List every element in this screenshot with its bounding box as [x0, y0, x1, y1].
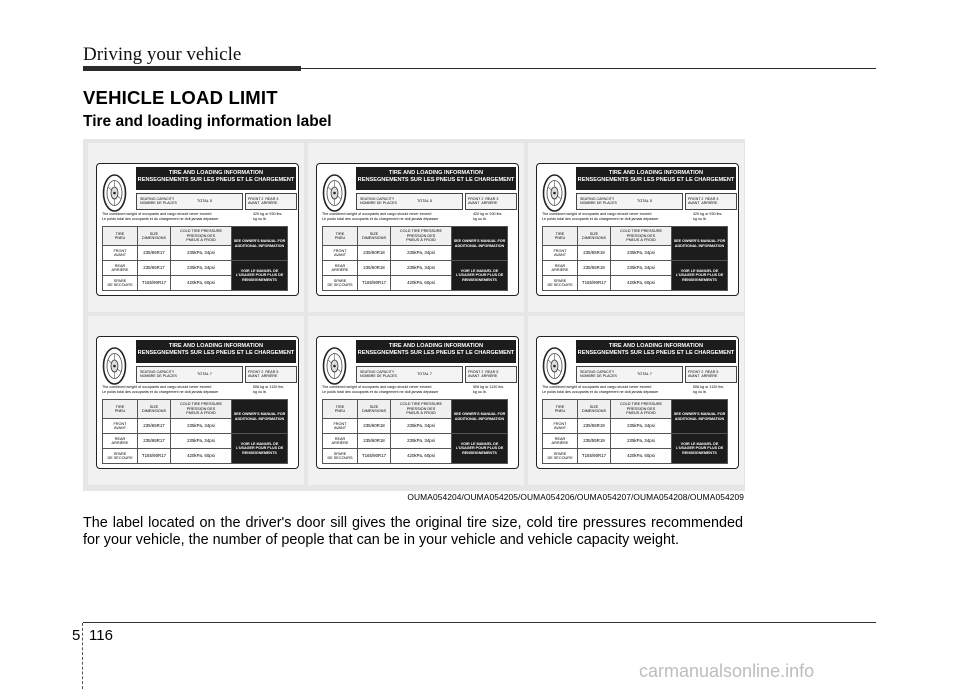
wheel-icon — [542, 173, 567, 213]
tire-loading-label — [316, 163, 519, 296]
figure-code: OUMA054204/OUMA054205/OUMA054206/OUMA054207/OUMA054208/OUMA054209 — [407, 492, 744, 502]
wheel-icon — [102, 346, 127, 386]
weight-limit-text: The combined weight of occupants and cargo should never exceed Le poids total des occupants et du chargement ne doit jamais dépasser — [322, 212, 439, 221]
header-rule-thin — [301, 68, 876, 69]
seat-distribution: FRONT 2 REAR 3 AVANT ARRIÈRE — [685, 193, 737, 210]
tire-loading-label — [316, 336, 519, 469]
seating-capacity: SEATING CAPACITY NOMBRE DE PLACES TOTAL 5 — [136, 193, 243, 210]
weight-limit-text: The combined weight of occupants and cargo should never exceed Le poids total des occupants et du chargement ne doit jamais dépasser — [542, 212, 659, 221]
tire-loading-label — [96, 336, 299, 469]
page-number: 116 — [89, 627, 113, 644]
running-title: Driving your vehicle — [83, 44, 242, 65]
seat-distribution: FRONT 2 REAR 3 AVANT ARRIÈRE — [465, 193, 517, 210]
tire-pressure-table: TIRE PNEU SIZE DIMENSIONS COLD TIRE PRESSURE PRESSION DES PNEUS À FROID SEE OWNER'S MANUAL FOR ADDITIONAL INFORMATION FRONT AVANT 235/65R17 235kPa, 34psi REAR ARRIÈRE 235/65R17 235kPa, 34psi VOIR LE MANUEL DE L'USAGER POUR PLUS DE RENSEIGNEMENTS SPARE DE SECOURS T165/90R17 420kPa, 60psi — [102, 226, 288, 291]
tire-pressure-table: TIRE PNEU SIZE DIMENSIONS COLD TIRE PRESSURE PRESSION DES PNEUS À FROID SEE OWNER'S MANUAL FOR ADDITIONAL INFORMATION FRONT AVANT 235/55R19 235kPa, 34psi REAR ARRIÈRE 235/55R19 235kPa, 34psi VOIR LE MANUEL DE L'USAGER POUR PLUS DE RENSEIGNEMENTS SPARE DE SECOURS T165/90R17 420kPa, 60psi — [542, 399, 728, 464]
tire-pressure-table: TIRE PNEU SIZE DIMENSIONS COLD TIRE PRESSURE PRESSION DES PNEUS À FROID SEE OWNER'S MANUAL FOR ADDITIONAL INFORMATION FRONT AVANT 235/60R18 235kPa, 34psi REAR ARRIÈRE 235/60R18 235kPa, 34psi VOIR LE MANUEL DE L'USAGER POUR PLUS DE RENSEIGNEMENTS SPARE DE SECOURS T165/90R17 420kPa, 60psi — [322, 399, 508, 464]
tire-label-panel — [88, 316, 304, 485]
tire-label-panel — [88, 143, 304, 312]
seating-capacity: SEATING CAPACITY NOMBRE DE PLACES TOTAL 7 — [136, 366, 243, 383]
tire-loading-label — [96, 163, 299, 296]
tire-loading-label — [536, 336, 739, 469]
section-title: VEHICLE LOAD LIMIT — [83, 87, 278, 108]
label-title: TIRE AND LOADING INFORMATION RENSEGNEMENTS SUR LES PNEUS ET LE CHARGEMENT — [356, 167, 516, 190]
watermark: carmanualsonline.info — [639, 661, 815, 681]
seat-distribution: FRONT 2 REAR 5 AVANT ARRIÈRE — [245, 366, 297, 383]
seating-capacity: SEATING CAPACITY NOMBRE DE PLACES TOTAL 5 — [356, 193, 463, 210]
subsection-title: Tire and loading information label — [83, 113, 332, 130]
tire-pressure-table: TIRE PNEU SIZE DIMENSIONS COLD TIRE PRESSURE PRESSION DES PNEUS À FROID SEE OWNER'S MANUAL FOR ADDITIONAL INFORMATION FRONT AVANT 235/65R17 235kPa, 34psi REAR ARRIÈRE 235/65R17 235kPa, 34psi VOIR LE MANUEL DE L'USAGER POUR PLUS DE RENSEIGNEMENTS SPARE DE SECOURS T165/90R17 420kPa, 60psi — [102, 399, 288, 464]
tire-pressure-table: TIRE PNEU SIZE DIMENSIONS COLD TIRE PRESSURE PRESSION DES PNEUS À FROID SEE OWNER'S MANUAL FOR ADDITIONAL INFORMATION FRONT AVANT 235/55R19 235kPa, 34psi REAR ARRIÈRE 235/55R19 235kPa, 34psi VOIR LE MANUEL DE L'USAGER POUR PLUS DE RENSEIGNEMENTS SPARE DE SECOURS T165/90R17 420kPa, 60psi — [542, 226, 728, 291]
wheel-icon — [542, 346, 567, 386]
label-title: TIRE AND LOADING INFORMATION RENSEGNEMENTS SUR LES PNEUS ET LE CHARGEMENT — [136, 340, 296, 363]
footer-rule — [83, 622, 876, 623]
weight-limit-values: 420 kg or 930 lbs. kg ou lb. — [693, 212, 723, 221]
weight-limit-values: 420 kg or 930 lbs. kg ou lb. — [253, 212, 283, 221]
seating-capacity: SEATING CAPACITY NOMBRE DE PLACES TOTAL 5 — [576, 193, 683, 210]
footer-divider — [82, 623, 83, 689]
weight-limit-values: 506 kg or 1120 lbs. kg ou lb. — [693, 385, 725, 394]
body-text: The label located on the driver's door sill gives the original tire size, cold tire pressures recommended for your vehicle, the number of people that can be in your vehicle and vehicle capacity weight. — [83, 515, 743, 549]
weight-limit-values: 506 kg or 1120 lbs. kg ou lb. — [253, 385, 285, 394]
seat-distribution: FRONT 2 REAR 5 AVANT ARRIÈRE — [685, 366, 737, 383]
tire-label-figure — [83, 139, 745, 491]
wheel-icon — [322, 173, 347, 213]
weight-limit-values: 506 kg or 1120 lbs. kg ou lb. — [473, 385, 505, 394]
weight-limit-text: The combined weight of occupants and cargo should never exceed Le poids total des occupants et du chargement ne doit jamais dépasser — [322, 385, 439, 394]
weight-limit-text: The combined weight of occupants and cargo should never exceed Le poids total des occupants et du chargement ne doit jamais dépasser — [542, 385, 659, 394]
label-title: TIRE AND LOADING INFORMATION RENSEGNEMENTS SUR LES PNEUS ET LE CHARGEMENT — [576, 167, 736, 190]
chapter-number: 5 — [72, 627, 81, 644]
tire-label-panel — [308, 316, 524, 485]
tire-pressure-table: TIRE PNEU SIZE DIMENSIONS COLD TIRE PRESSURE PRESSION DES PNEUS À FROID SEE OWNER'S MANUAL FOR ADDITIONAL INFORMATION FRONT AVANT 235/60R18 235kPa, 34psi REAR ARRIÈRE 235/60R18 235kPa, 34psi VOIR LE MANUEL DE L'USAGER POUR PLUS DE RENSEIGNEMENTS SPARE DE SECOURS T165/90R17 420kPa, 60psi — [322, 226, 508, 291]
tire-loading-label — [536, 163, 739, 296]
label-title: TIRE AND LOADING INFORMATION RENSEGNEMENTS SUR LES PNEUS ET LE CHARGEMENT — [356, 340, 516, 363]
weight-limit-text: The combined weight of occupants and cargo should never exceed Le poids total des occupants et du chargement ne doit jamais dépasser — [102, 385, 219, 394]
tire-label-panel — [528, 143, 744, 312]
header-rule-thick — [83, 66, 301, 71]
label-title: TIRE AND LOADING INFORMATION RENSEGNEMENTS SUR LES PNEUS ET LE CHARGEMENT — [136, 167, 296, 190]
weight-limit-values: 420 kg or 930 lbs. kg ou lb. — [473, 212, 503, 221]
label-title: TIRE AND LOADING INFORMATION RENSEGNEMENTS SUR LES PNEUS ET LE CHARGEMENT — [576, 340, 736, 363]
tire-label-panel — [308, 143, 524, 312]
wheel-icon — [322, 346, 347, 386]
wheel-icon — [102, 173, 127, 213]
seating-capacity: SEATING CAPACITY NOMBRE DE PLACES TOTAL 7 — [576, 366, 683, 383]
seat-distribution: FRONT 2 REAR 5 AVANT ARRIÈRE — [465, 366, 517, 383]
seat-distribution: FRONT 2 REAR 3 AVANT ARRIÈRE — [245, 193, 297, 210]
seating-capacity: SEATING CAPACITY NOMBRE DE PLACES TOTAL 7 — [356, 366, 463, 383]
weight-limit-text: The combined weight of occupants and cargo should never exceed Le poids total des occupants et du chargement ne doit jamais dépasser — [102, 212, 219, 221]
tire-label-panel — [528, 316, 744, 485]
